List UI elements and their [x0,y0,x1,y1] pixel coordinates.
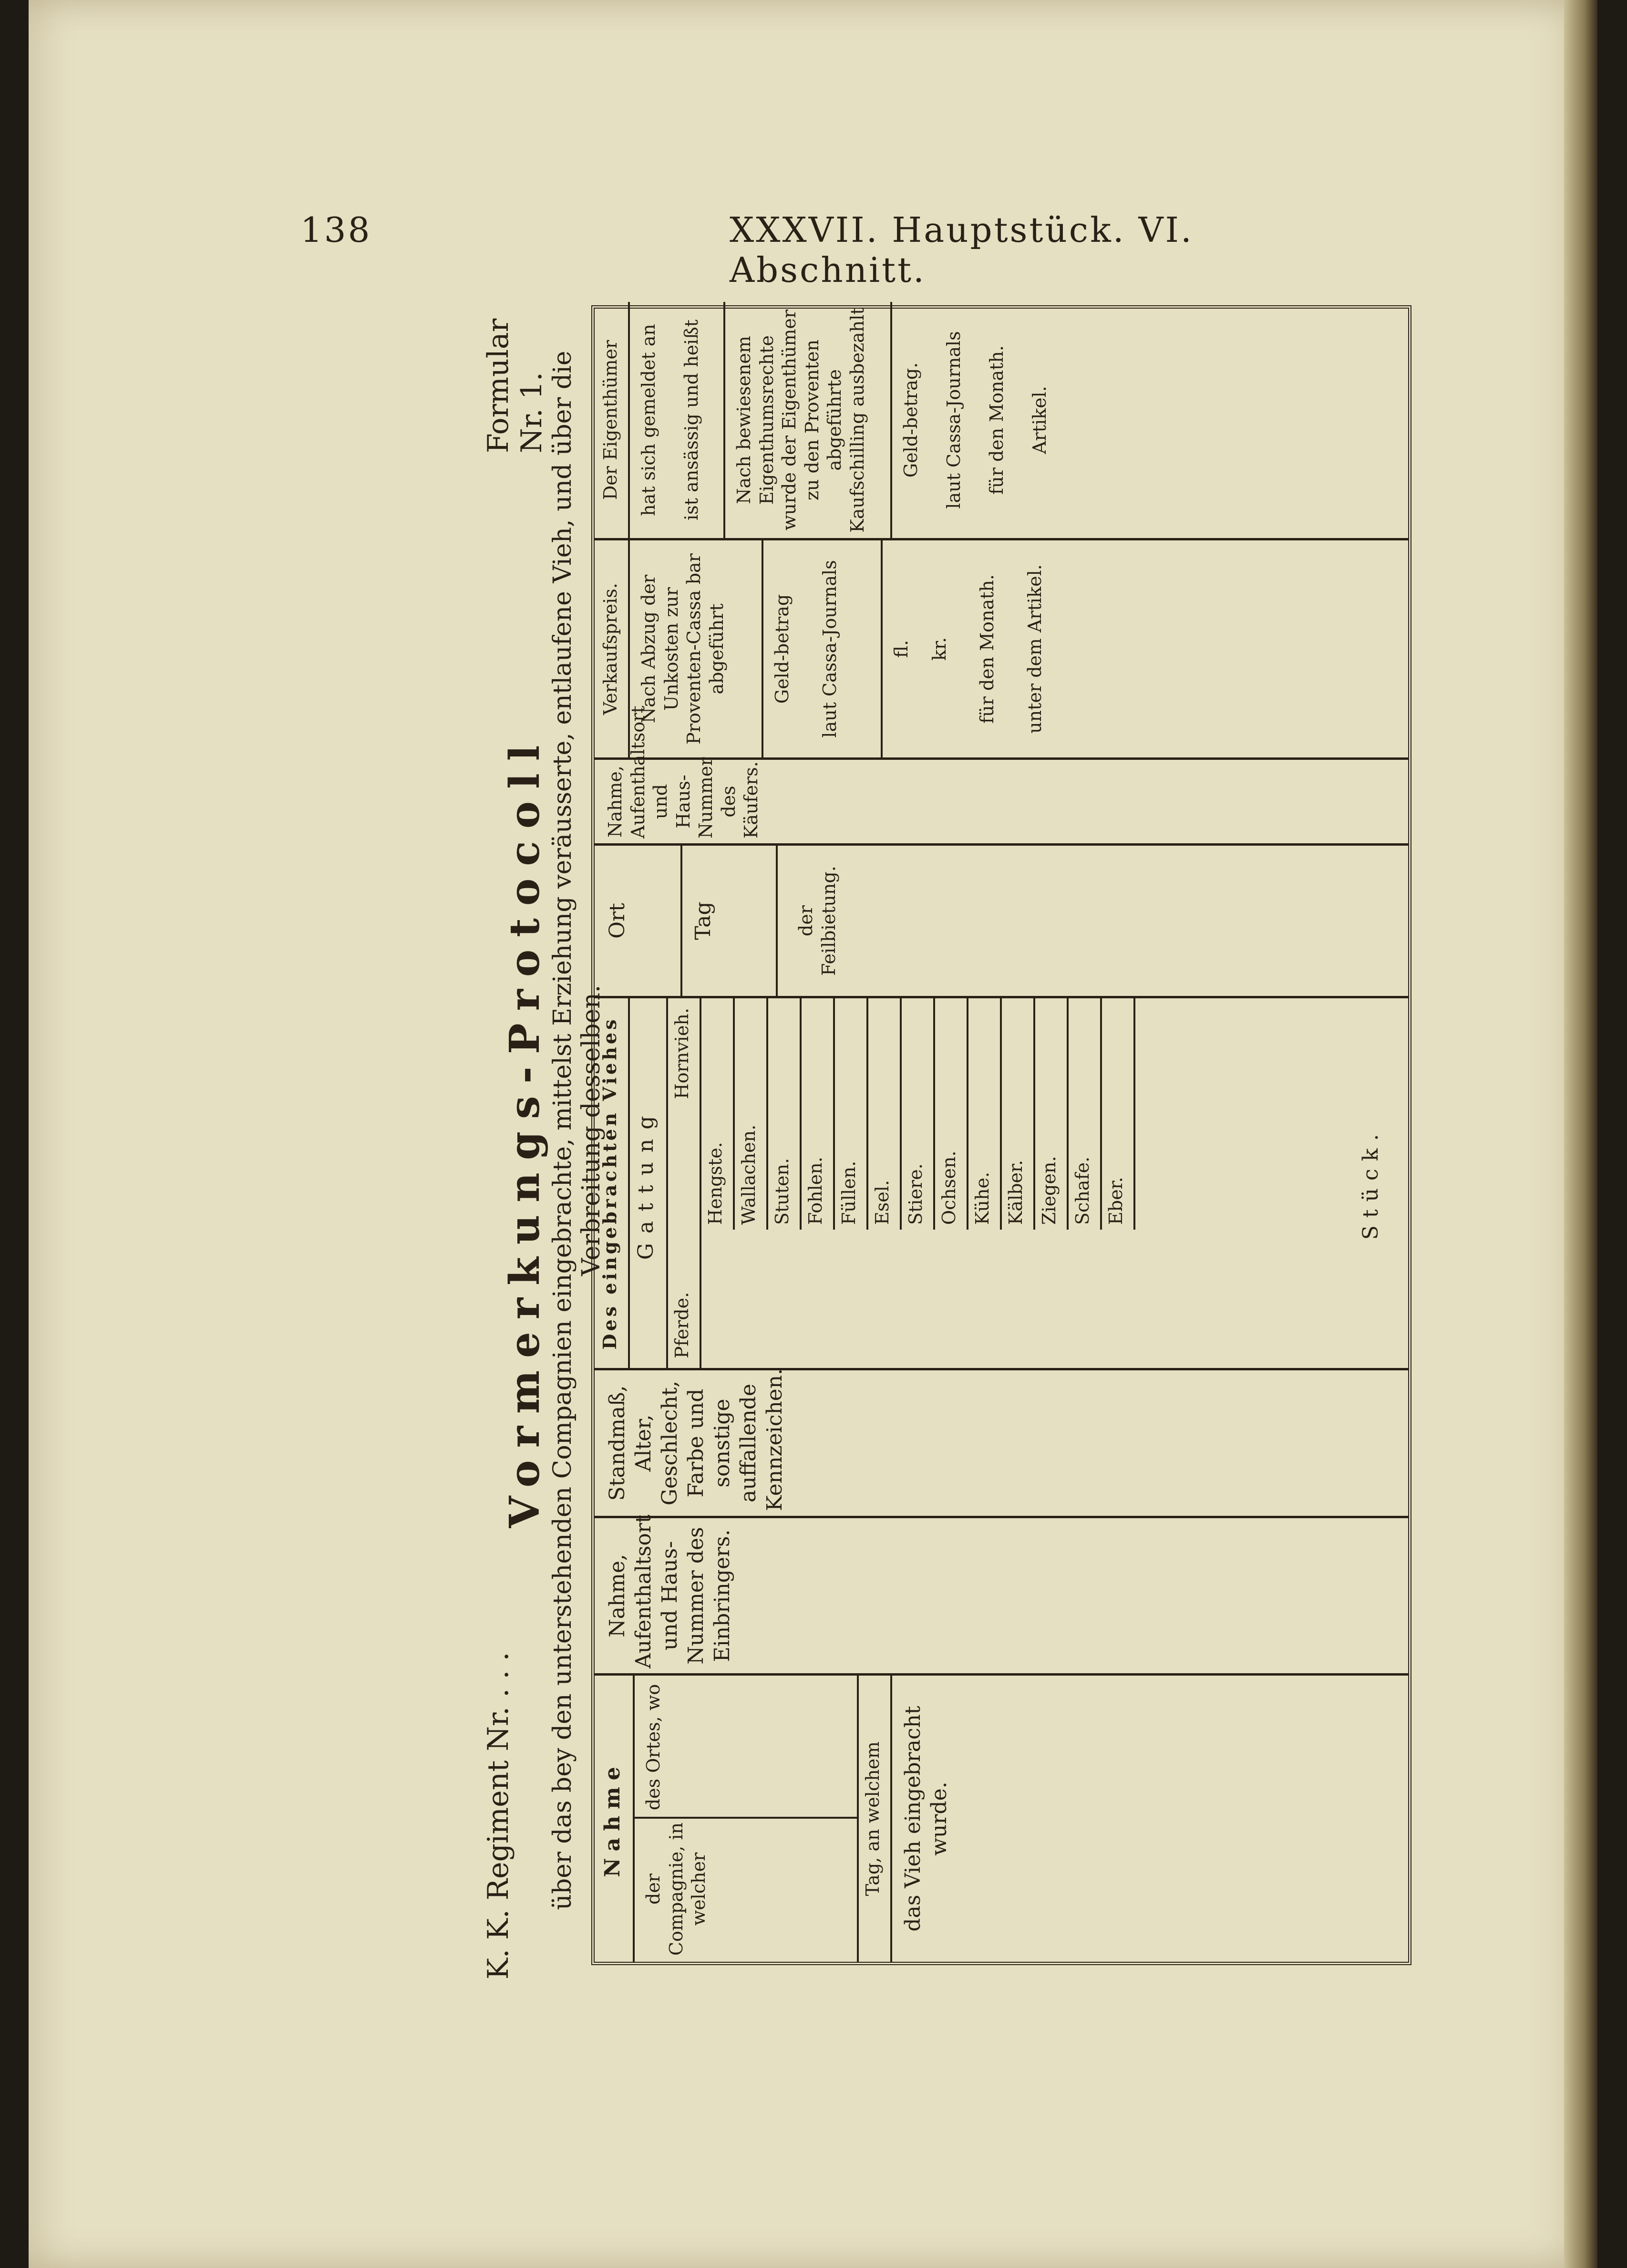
form-heading [472,281,606,1979]
nachgewiesen-label: Nach bewiesenem Eigenthumsrechte wurde der Eigenthümer zu den Proventen abgeführte Kaufschilling ausbezahlt [733,307,868,533]
form-table [591,305,1411,1965]
beschreibung-label: Standmaß, Alter, Geschlecht, Farbe und sonstige auffallende Kennzeichen. [605,1368,787,1511]
gattung-item: Wallachen. [738,1124,759,1225]
gattung-item: Ochsen. [938,1150,959,1225]
gattung-row-rule [1033,998,1035,1230]
rotated-form [472,281,1383,1979]
gattung-item: Kühe. [972,1171,993,1225]
gattung-item: Fohlen. [805,1157,826,1225]
protocol-subtitle: über das bey den unterstehenden Compagnien eingebrachte, mittelst Erziehung veräusserte, entlaufene Vieh, und über die Verbreitung desselben. [548,351,606,1910]
tag-welchem-label: Tag, an welchem [862,1741,883,1896]
formular-number: Formular Nr. 1. [482,318,548,453]
gattung-row-rule [733,998,735,1230]
ort-label: Ort [605,903,629,939]
gattung-item: Esel. [872,1180,893,1225]
gattung-row-rule [1000,998,1002,1230]
gattung-item: Kälber. [1005,1160,1026,1225]
col-einbringer [595,1514,1408,1676]
compagnie-label: der Compagnie, in welcher [643,1822,709,1956]
verkaufspreis-label: Verkaufspreis. [600,582,621,715]
feilbietung-label: der Feilbietung. [795,866,839,976]
regiment-label: K. K. Regiment Nr. . . . [482,1652,515,1979]
gattung-item: Füllen. [838,1160,859,1225]
vieh-header: Des eingebrachten Viehes [599,1016,620,1350]
tag-label: Tag [691,901,715,940]
book-spine [1564,0,1597,2268]
einbringer-label: Nahme, Aufenthaltsort und Haus-Nummer des Einbringers. [605,1514,734,1668]
nahme-header: Nahme [600,1760,625,1877]
page-header [300,210,1397,290]
pferde-label: Pferde. [671,1292,692,1358]
col-kaeufer [595,705,1408,846]
artikel-label: unter dem Artikel. [1024,564,1045,734]
gattung-row-rule [1133,998,1135,1230]
stueck-label: Stück. [1359,1126,1383,1240]
eigenthuemer-header: Der Eigenthümer [600,340,621,500]
gattung-row-rule [1067,998,1069,1230]
kaeufer-label: Nahme, Aufenthaltsort und Haus-Nummer des Käufers. [605,705,762,839]
monath-label: für den Monath. [977,574,998,724]
col-eigenthuemer [595,302,1408,540]
running-head: XXXVII. Hauptstück. VI. Abschnitt. [730,210,1194,290]
gattung-item: Schafe. [1072,1156,1093,1225]
book-page [29,0,1597,2268]
geldbetrag2-label: Geld-betrag. [900,362,921,478]
laut-cassa-label: laut Cassa-Journals [819,560,840,738]
ortes-label: des Ortes, wo [643,1684,664,1811]
gattung-item: Stuten. [772,1158,793,1225]
eingebracht-label: das Vieh eingebracht wurde. [901,1706,951,1932]
hornvieh-label: Hornvieh. [671,1008,692,1099]
artikel2-label: Artikel. [1029,386,1050,454]
page-number: 138 [300,210,372,250]
col-beschreibung [595,1370,1408,1518]
gattung-item: Stiere. [905,1163,926,1225]
gattung-row-rule [800,998,802,1230]
laut-cassa2-label: laut Cassa-Journals [943,331,964,509]
gattung-row-rule [1100,998,1102,1230]
col-gattung [595,998,1408,1370]
geldbetrag-label: Geld-betrag [772,594,793,704]
fuer-monath-label: für den Monath. [986,345,1007,495]
col-verkaufspreis [595,540,1408,760]
nach-abzug-label: Nach Abzug der Unkosten zur Proventen-Cassa bar abgeführt [638,553,727,745]
gemeldet-label: hat sich gemeldet an [638,324,659,516]
col-nahme [595,1676,1408,1962]
fl-label: fl. [891,640,912,658]
gattung-label: Gattung [634,1106,658,1260]
protocol-title: Vormerkungs-Protocoll [501,733,549,1528]
gattung-item: Hengste. [705,1142,726,1225]
gattung-row-rule [967,998,968,1230]
gattung-item: Eber. [1105,1177,1126,1225]
kr-label: kr. [929,637,950,661]
col-feilbietung [595,846,1408,998]
gattung-row-rule [900,998,902,1230]
gattung-row-rule [833,998,835,1230]
gattung-row-rule [766,998,768,1230]
ansaessig-label: ist ansässig und heißt [681,320,702,520]
gattung-row-rule [933,998,935,1230]
gattung-item: Ziegen. [1039,1156,1060,1225]
gattung-row-rule [866,998,868,1230]
